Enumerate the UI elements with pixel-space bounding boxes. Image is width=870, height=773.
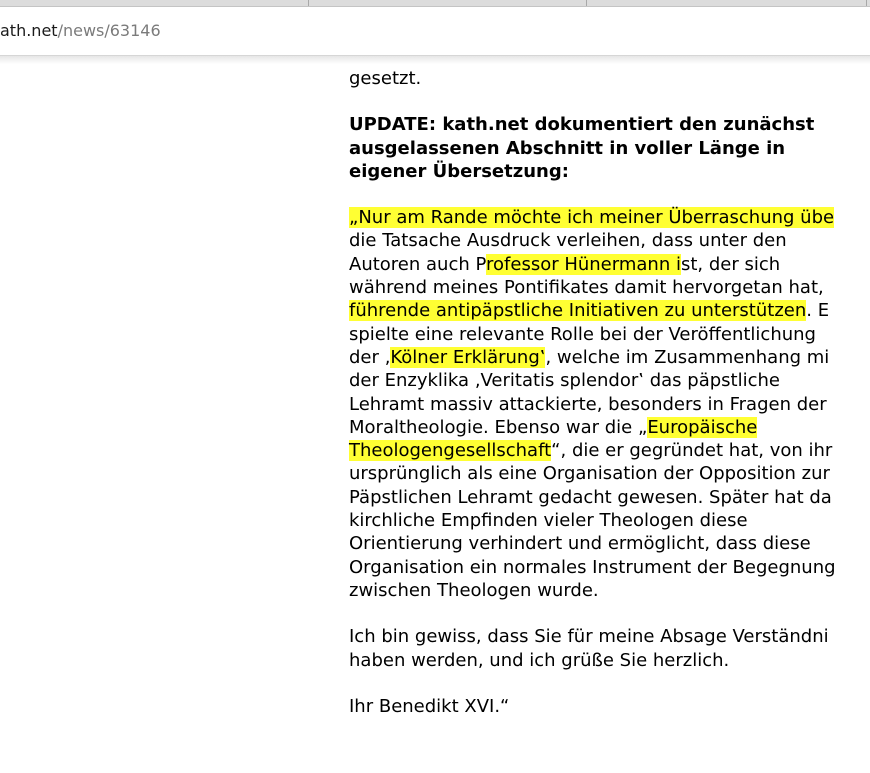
quote-line <box>349 439 870 462</box>
article-body <box>349 67 870 718</box>
text-run: Moraltheologie. Ebenso war die „ <box>349 416 648 438</box>
url-path: /news/63146 <box>57 21 161 40</box>
highlighted-text: Europäische <box>647 416 758 438</box>
url-text[interactable] <box>0 20 161 42</box>
quote-line <box>349 299 870 322</box>
browser-tab-strip <box>0 0 870 7</box>
quote-line <box>349 206 870 229</box>
text-run: Autoren auch P <box>349 253 487 275</box>
intro-tail: gesetzt. <box>349 68 422 89</box>
quote-line: spielte eine relevante Rolle bei der Veröffentlichung <box>349 323 816 345</box>
closing-paragraph <box>349 625 870 672</box>
quote-line <box>349 253 870 276</box>
text-run: der ‚ <box>349 346 391 368</box>
tab-divider <box>586 0 587 6</box>
toolbar-shadow <box>0 56 870 64</box>
closing-line: haben werden, und ich grüße Sie herzlich. <box>349 649 730 671</box>
highlighted-text: führende antipäpstliche Initiativen zu unterstützen <box>349 300 807 322</box>
quote-line: der Enzyklika ‚Veritatis splendor‛ das päpstliche <box>349 370 780 392</box>
closing-line: Ich bin gewiss, dass Sie für meine Absage Verständni <box>349 626 829 648</box>
quote-line: die Tatsache Ausdruck verleihen, dass unter den <box>349 230 787 252</box>
highlighted-text: rofessor Hünermann i <box>486 253 681 275</box>
tab-divider <box>866 0 867 6</box>
quote-line: während meines Pontifikates damit hervorgetan hat, <box>349 277 824 299</box>
quote-line <box>349 416 870 439</box>
heading-line: eigener Übersetzung: <box>349 160 569 182</box>
quote-line: Lehramt massiv attackierte, besonders in Fragen der <box>349 393 827 415</box>
quote-line: zwischen Theologen wurde. <box>349 579 599 601</box>
text-run: “, die er gegründet hat, von ihr <box>551 440 833 462</box>
text-run: , welche im Zusammenhang mi <box>545 346 830 368</box>
quote-paragraph <box>349 206 870 602</box>
highlighted-text: Kölner Erklärung‛ <box>390 346 546 368</box>
text-run: st, der sich <box>680 253 781 275</box>
heading-line: UPDATE: kath.net dokumentiert den zunächst <box>349 114 815 136</box>
quote-line: Organisation ein normales Instrument der Begegnung <box>349 556 836 578</box>
text-run: . E <box>806 300 830 322</box>
heading-line: ausgelassenen Abschnitt in voller Länge in <box>349 137 786 159</box>
quote-line: kirchliche Empfinden vieler Theologen diese <box>349 510 748 532</box>
update-heading <box>349 113 870 183</box>
address-bar[interactable] <box>0 7 870 56</box>
highlighted-text: Theologengesellschaft <box>349 440 552 462</box>
signature: Ihr Benedikt XVI.“ <box>349 695 510 717</box>
url-host: ath.net <box>0 21 58 40</box>
quote-line: ursprünglich als eine Organisation der Opposition zur <box>349 463 830 485</box>
quote-line <box>349 346 870 369</box>
quote-line: Orientierung verhindert und ermöglicht, dass diese <box>349 533 811 555</box>
quote-line: Päpstlichen Lehramt gedacht gewesen. Später hat da <box>349 486 832 508</box>
tab-divider <box>308 0 309 6</box>
highlighted-text: „Nur am Rande möchte ich meiner Überraschung übe <box>349 207 835 229</box>
